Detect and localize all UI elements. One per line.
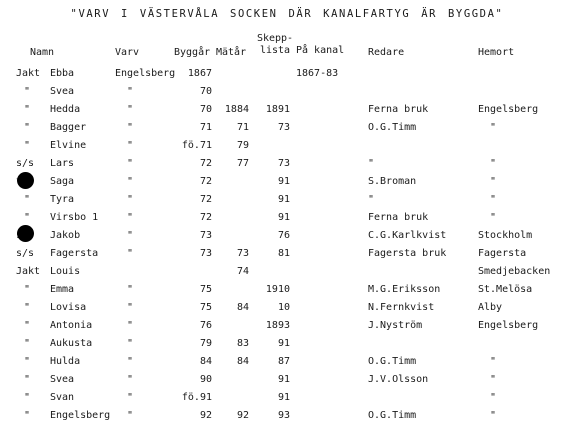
header-byggar: Byggår xyxy=(174,47,211,58)
cell-byggar: 79 xyxy=(199,338,212,349)
cell-byggar: fö.71 xyxy=(181,140,212,151)
cell-matar: 1884 xyxy=(224,104,249,115)
cell-redare: J.V.Olsson xyxy=(368,374,429,385)
table-row xyxy=(0,176,574,194)
cell-skeppslista: 1891 xyxy=(265,104,290,115)
cell-namn: Emma xyxy=(50,284,75,295)
cell-redare: O.G.Timm xyxy=(368,122,417,133)
cell-redare: Fagersta bruk xyxy=(368,248,447,259)
cell-typ: " xyxy=(24,86,31,97)
cell-typ: " xyxy=(24,140,31,151)
table-row xyxy=(0,140,574,158)
cell-hemort: " xyxy=(490,392,497,403)
cell-byggar: fö.91 xyxy=(181,392,212,403)
cell-typ: " xyxy=(24,194,31,205)
cell-byggar: 72 xyxy=(199,176,212,187)
header-pa-kanal: På kanal xyxy=(296,45,345,56)
cell-skeppslista: 73 xyxy=(277,158,290,169)
cell-varv: " xyxy=(127,392,134,403)
cell-skeppslista: 91 xyxy=(277,194,290,205)
table-row xyxy=(0,104,574,122)
cell-typ: " xyxy=(24,122,31,133)
cell-byggar: 70 xyxy=(199,86,212,97)
cell-skeppslista: 87 xyxy=(277,356,290,367)
cell-varv: " xyxy=(127,194,134,205)
cell-hemort: " xyxy=(490,194,497,205)
cell-varv: Engelsberg xyxy=(115,68,176,79)
cell-matar: 84 xyxy=(236,356,249,367)
cell-hemort: Stockholm xyxy=(478,230,533,241)
table-row xyxy=(0,266,574,284)
cell-namn: Antonia xyxy=(50,320,93,331)
cell-namn: Virsbo 1 xyxy=(50,212,99,223)
cell-skeppslista: 81 xyxy=(277,248,290,259)
cell-matar: 77 xyxy=(236,158,249,169)
cell-varv: " xyxy=(127,356,134,367)
table-row xyxy=(0,86,574,104)
table-row xyxy=(0,248,574,266)
cell-hemort: Engelsberg xyxy=(478,320,539,331)
cell-redare: " xyxy=(368,158,375,169)
table-row xyxy=(0,392,574,410)
cell-hemort: " xyxy=(490,176,497,187)
cell-varv: " xyxy=(127,104,134,115)
cell-hemort: Alby xyxy=(478,302,503,313)
cell-typ: " xyxy=(24,302,31,313)
cell-byggar: 75 xyxy=(199,284,212,295)
cell-byggar: 90 xyxy=(199,374,212,385)
cell-namn: Hedda xyxy=(50,104,81,115)
cell-skeppslista: 91 xyxy=(277,392,290,403)
cell-redare: Ferna bruk xyxy=(368,212,429,223)
cell-redare: " xyxy=(368,194,375,205)
header-varv: Varv xyxy=(115,47,140,58)
cell-namn: Svan xyxy=(50,392,75,403)
cell-skeppslista: 1910 xyxy=(265,284,290,295)
cell-hemort: " xyxy=(490,374,497,385)
cell-byggar: 73 xyxy=(199,230,212,241)
cell-matar: 73 xyxy=(236,248,249,259)
table-row xyxy=(0,68,574,86)
cell-namn: Svea xyxy=(50,86,75,97)
cell-hemort: Fagersta xyxy=(478,248,527,259)
header-matar: Mätår xyxy=(216,47,247,58)
cell-typ: s/s xyxy=(16,248,35,259)
cell-byggar: 72 xyxy=(199,194,212,205)
cell-skeppslista: 93 xyxy=(277,410,290,421)
cell-varv: " xyxy=(127,248,134,259)
cell-varv: " xyxy=(127,122,134,133)
cell-byggar: 75 xyxy=(199,302,212,313)
header-hemort: Hemort xyxy=(478,47,515,58)
cell-redare: S.Broman xyxy=(368,176,417,187)
cell-matar: 84 xyxy=(236,302,249,313)
table-row xyxy=(0,230,574,248)
cell-varv: " xyxy=(127,410,134,421)
cell-typ: " xyxy=(24,392,31,403)
cell-namn: Aukusta xyxy=(50,338,93,349)
cell-varv: " xyxy=(127,374,134,385)
cell-redare: Ferna bruk xyxy=(368,104,429,115)
cell-pa-kanal: 1867-83 xyxy=(296,68,339,79)
cell-byggar: 72 xyxy=(199,212,212,223)
header-namn: Namn xyxy=(30,47,55,58)
table-row xyxy=(0,212,574,230)
cell-namn: Svea xyxy=(50,374,75,385)
cell-matar: 71 xyxy=(236,122,249,133)
cell-namn: Fagersta xyxy=(50,248,99,259)
table-row xyxy=(0,338,574,356)
cell-typ: Jakt xyxy=(16,266,41,277)
cell-namn: Jakob xyxy=(50,230,81,241)
header-skepp-line2: lista xyxy=(259,45,291,56)
cell-varv: " xyxy=(127,176,134,187)
document-title: "VARV I VÄSTERVÅLA SOCKEN DÄR KANALFARTYG ÄR BYGGDA" xyxy=(70,8,504,20)
cell-byggar: 73 xyxy=(199,248,212,259)
cell-matar: 79 xyxy=(236,140,249,151)
cell-skeppslista: 76 xyxy=(277,230,290,241)
table-row xyxy=(0,194,574,212)
cell-byggar: 84 xyxy=(199,356,212,367)
cell-hemort: Smedjebacken xyxy=(478,266,551,277)
header-redare: Redare xyxy=(368,47,405,58)
cell-byggar: 71 xyxy=(199,122,212,133)
cell-matar: 92 xyxy=(236,410,249,421)
cell-typ: s/s xyxy=(16,158,35,169)
cell-skeppslista: 91 xyxy=(277,338,290,349)
table-row xyxy=(0,374,574,392)
cell-typ: " xyxy=(24,104,31,115)
cell-redare: O.G.Timm xyxy=(368,410,417,421)
table-row xyxy=(0,158,574,176)
table-row xyxy=(0,302,574,320)
cell-namn: Saga xyxy=(50,176,75,187)
cell-typ: " xyxy=(24,284,31,295)
cell-varv: " xyxy=(127,140,134,151)
cell-hemort: Engelsberg xyxy=(478,104,539,115)
table-row xyxy=(0,320,574,338)
cell-namn: Lovisa xyxy=(50,302,87,313)
table-row xyxy=(0,356,574,374)
cell-typ: " xyxy=(24,410,31,421)
cell-byggar: 92 xyxy=(199,410,212,421)
cell-hemort: " xyxy=(490,122,497,133)
cell-namn: Engelsberg xyxy=(50,410,111,421)
cell-byggar: 76 xyxy=(199,320,212,331)
cell-hemort: " xyxy=(490,158,497,169)
cell-matar: 74 xyxy=(236,266,249,277)
cell-varv: " xyxy=(127,86,134,97)
cell-namn: Tyra xyxy=(50,194,75,205)
header-skepp-line1: Skepp- xyxy=(256,33,294,44)
cell-typ: " xyxy=(24,320,31,331)
cell-varv: " xyxy=(127,320,134,331)
cell-varv: " xyxy=(127,158,134,169)
cell-namn: Bagger xyxy=(50,122,87,133)
cell-typ: Jakt xyxy=(16,68,41,79)
cell-namn: Elvine xyxy=(50,140,87,151)
cell-hemort: " xyxy=(490,356,497,367)
cell-redare: J.Nyström xyxy=(368,320,423,331)
cell-hemort: St.Melösa xyxy=(478,284,533,295)
cell-typ: " xyxy=(24,338,31,349)
cell-varv: " xyxy=(127,302,134,313)
cell-typ: " xyxy=(24,374,31,385)
punch-hole-mark xyxy=(17,172,34,189)
cell-skeppslista: 10 xyxy=(277,302,290,313)
cell-skeppslista: 73 xyxy=(277,122,290,133)
cell-typ: " xyxy=(24,212,31,223)
cell-typ: " xyxy=(24,356,31,367)
table-row xyxy=(0,410,574,428)
cell-redare: O.G.Timm xyxy=(368,356,417,367)
table-row xyxy=(0,122,574,140)
cell-matar: 83 xyxy=(236,338,249,349)
cell-redare: C.G.Karlkvist xyxy=(368,230,447,241)
cell-byggar: 72 xyxy=(199,158,212,169)
cell-skeppslista: 91 xyxy=(277,176,290,187)
cell-varv: " xyxy=(127,284,134,295)
cell-namn: Ebba xyxy=(50,68,75,79)
cell-skeppslista: 91 xyxy=(277,212,290,223)
cell-skeppslista: 1893 xyxy=(265,320,290,331)
cell-varv: " xyxy=(127,338,134,349)
cell-byggar: 70 xyxy=(199,104,212,115)
cell-varv: " xyxy=(127,230,134,241)
cell-namn: Hulda xyxy=(50,356,81,367)
cell-namn: Louis xyxy=(50,266,81,277)
cell-hemort: " xyxy=(490,410,497,421)
cell-hemort: " xyxy=(490,212,497,223)
cell-redare: M.G.Eriksson xyxy=(368,284,441,295)
cell-skeppslista: 91 xyxy=(277,374,290,385)
cell-byggar: 1867 xyxy=(187,68,212,79)
table-row xyxy=(0,284,574,302)
cell-namn: Lars xyxy=(50,158,75,169)
punch-hole-mark xyxy=(17,225,34,242)
cell-redare: N.Fernkvist xyxy=(368,302,435,313)
cell-varv: " xyxy=(127,212,134,223)
